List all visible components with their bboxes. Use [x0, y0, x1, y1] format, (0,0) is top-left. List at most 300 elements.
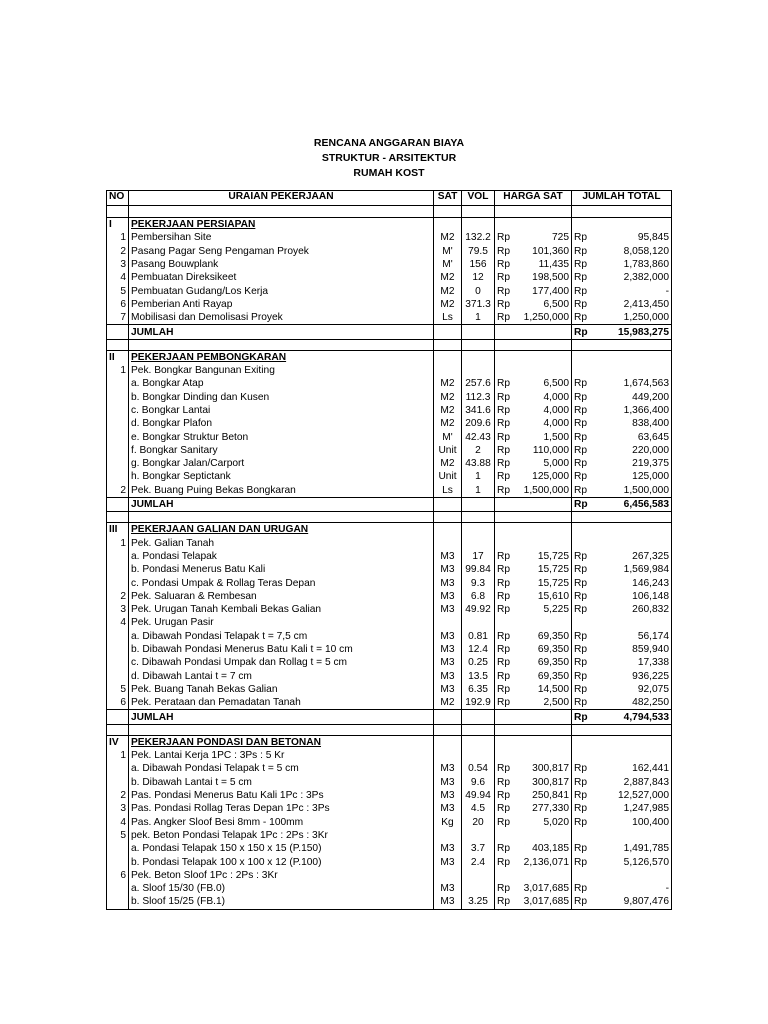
row-vol: 209.6 [462, 417, 495, 430]
table-row [107, 882, 672, 895]
row-vol: 1 [462, 484, 495, 498]
row-harga-value [517, 724, 572, 735]
row-jumlah-value [592, 512, 672, 523]
row-uraian: e. Bongkar Struktur Beton [129, 430, 434, 443]
row-uraian [129, 206, 434, 218]
row-jumlah-currency: Rp [572, 563, 592, 576]
row-harga-currency: Rp [495, 417, 517, 430]
row-harga-currency: Rp [495, 550, 517, 563]
row-no: 2 [107, 590, 129, 603]
row-sat [434, 497, 462, 511]
row-harga-currency: Rp [495, 590, 517, 603]
row-sat: M' [434, 258, 462, 271]
row-harga-value: 177,400 [517, 284, 572, 297]
row-jumlah-value: 1,569,984 [592, 563, 672, 576]
row-no: 3 [107, 603, 129, 616]
row-no [107, 457, 129, 470]
row-uraian: PEKERJAAN GALIAN DAN URUGAN [129, 523, 434, 537]
row-uraian: b. Dibawah Pondasi Menerus Batu Kali t = 10 cm [129, 643, 434, 656]
row-jumlah-value: 1,250,000 [592, 311, 672, 325]
row-harga-value: 198,500 [517, 271, 572, 284]
row-uraian: Pek. Urugan Tanah Kembali Bekas Galian [129, 603, 434, 616]
row-harga-currency: Rp [495, 802, 517, 815]
row-sat: M' [434, 245, 462, 258]
row-uraian: Pek. Galian Tanah [129, 537, 434, 550]
row-harga-value [517, 537, 572, 550]
row-vol [462, 512, 495, 523]
row-jumlah-value: 95,845 [592, 231, 672, 244]
table-row [107, 245, 672, 258]
row-uraian: c. Bongkar Lantai [129, 404, 434, 417]
row-sat: Ls [434, 484, 462, 498]
row-uraian: b. Bongkar Dinding dan Kusen [129, 391, 434, 404]
row-no [107, 470, 129, 483]
row-jumlah-currency: Rp [572, 842, 592, 855]
row-harga-value: 5,020 [517, 815, 572, 828]
row-harga-value [517, 497, 572, 511]
row-harga-currency [495, 218, 517, 232]
spacer-row [107, 339, 672, 350]
row-jumlah-currency: Rp [572, 590, 592, 603]
table-row [107, 842, 672, 855]
header-no: NO [107, 191, 129, 206]
row-jumlah-value: 838,400 [592, 417, 672, 430]
row-sat: M3 [434, 895, 462, 909]
row-harga-value: 69,350 [517, 643, 572, 656]
row-uraian: Pek. Lantai Kerja 1PC : 3Ps : 5 Kr [129, 749, 434, 762]
row-harga-currency: Rp [495, 484, 517, 498]
row-harga-currency: Rp [495, 643, 517, 656]
row-harga-value [517, 735, 572, 749]
row-no [107, 895, 129, 909]
row-uraian: a. Dibawah Pondasi Telapak t = 7,5 cm [129, 630, 434, 643]
row-jumlah-value [592, 616, 672, 629]
row-no: 1 [107, 749, 129, 762]
table-row [107, 391, 672, 404]
spacer-row [107, 512, 672, 523]
row-uraian: Pemberian Anti Rayap [129, 298, 434, 311]
row-jumlah-currency [572, 512, 592, 523]
row-vol: 12 [462, 271, 495, 284]
table-row [107, 630, 672, 643]
row-jumlah-currency [572, 735, 592, 749]
row-uraian: Pas. Angker Sloof Besi 8mm - 100mm [129, 815, 434, 828]
row-jumlah-currency [572, 869, 592, 882]
row-no [107, 550, 129, 563]
row-jumlah-value: 100,400 [592, 815, 672, 828]
row-harga-value [517, 869, 572, 882]
row-vol: 0.81 [462, 630, 495, 643]
row-harga-currency: Rp [495, 231, 517, 244]
row-vol [462, 829, 495, 842]
row-jumlah-value: 56,174 [592, 630, 672, 643]
row-harga-currency: Rp [495, 576, 517, 589]
row-uraian: b. Dibawah Lantai t = 5 cm [129, 776, 434, 789]
table-row [107, 258, 672, 271]
row-vol [462, 206, 495, 218]
row-jumlah-currency: Rp [572, 656, 592, 669]
row-harga-currency: Rp [495, 696, 517, 710]
row-jumlah-value [592, 735, 672, 749]
row-no: I [107, 218, 129, 232]
table-row [107, 802, 672, 815]
row-jumlah-value: 63,645 [592, 430, 672, 443]
table-row [107, 643, 672, 656]
row-harga-currency [495, 325, 517, 339]
row-uraian: Pek. Buang Tanah Bekas Galian [129, 683, 434, 696]
header-jumlah: JUMLAH TOTAL [572, 191, 672, 206]
subtotal-row [107, 325, 672, 339]
row-sat: M3 [434, 776, 462, 789]
row-no: 1 [107, 364, 129, 377]
row-sat: M3 [434, 550, 462, 563]
row-vol: 6.8 [462, 590, 495, 603]
row-sat: M3 [434, 683, 462, 696]
row-vol: 49.94 [462, 789, 495, 802]
table-row [107, 417, 672, 430]
row-sat: M3 [434, 576, 462, 589]
row-jumlah-value [592, 206, 672, 218]
row-no: 5 [107, 284, 129, 297]
row-vol: 12.4 [462, 643, 495, 656]
row-harga-value: 4,000 [517, 417, 572, 430]
row-jumlah-currency: Rp [572, 789, 592, 802]
row-harga-currency: Rp [495, 284, 517, 297]
table-row [107, 829, 672, 842]
table-row [107, 298, 672, 311]
row-sat: Ls [434, 311, 462, 325]
row-vol: 4.5 [462, 802, 495, 815]
header-uraian: URAIAN PEKERJAAN [129, 191, 434, 206]
row-sat [434, 364, 462, 377]
row-harga-value: 300,817 [517, 762, 572, 775]
row-no [107, 391, 129, 404]
row-vol [462, 497, 495, 511]
row-no: 4 [107, 616, 129, 629]
row-harga-currency: Rp [495, 444, 517, 457]
row-no [107, 430, 129, 443]
row-no [107, 325, 129, 339]
row-no [107, 512, 129, 523]
table-row [107, 430, 672, 443]
row-sat [434, 339, 462, 350]
row-uraian: Pasang Bouwplank [129, 258, 434, 271]
title-line-2: STRUKTUR - ARSITEKTUR [321, 152, 457, 164]
row-uraian: Pembersihan Site [129, 231, 434, 244]
row-vol: 257.6 [462, 377, 495, 390]
row-harga-value: 300,817 [517, 776, 572, 789]
row-jumlah-value: 125,000 [592, 470, 672, 483]
row-no [107, 563, 129, 576]
row-harga-value [517, 206, 572, 218]
row-jumlah-currency: Rp [572, 576, 592, 589]
table-row [107, 603, 672, 616]
row-harga-currency: Rp [495, 762, 517, 775]
table-row [107, 656, 672, 669]
row-jumlah-value [592, 869, 672, 882]
row-uraian [129, 512, 434, 523]
row-sat: M3 [434, 882, 462, 895]
row-sat: M2 [434, 696, 462, 710]
row-no: 4 [107, 271, 129, 284]
row-harga-currency: Rp [495, 842, 517, 855]
row-sat: M3 [434, 802, 462, 815]
row-no [107, 776, 129, 789]
row-harga-value: 2,136,071 [517, 855, 572, 868]
row-vol [462, 869, 495, 882]
row-uraian: pek. Beton Pondasi Telapak 1Pc : 2Ps : 3Kr [129, 829, 434, 842]
row-jumlah-currency: Rp [572, 417, 592, 430]
row-no [107, 206, 129, 218]
row-jumlah-value: 1,366,400 [592, 404, 672, 417]
row-jumlah-currency: Rp [572, 311, 592, 325]
row-sat: M3 [434, 762, 462, 775]
row-jumlah-currency: Rp [572, 430, 592, 443]
header-sat: SAT [434, 191, 462, 206]
row-jumlah-value: 6,456,583 [592, 497, 672, 511]
row-no [107, 842, 129, 855]
row-uraian [129, 339, 434, 350]
budget-table [106, 190, 672, 910]
row-jumlah-currency: Rp [572, 895, 592, 909]
row-sat [434, 206, 462, 218]
row-harga-value: 250,841 [517, 789, 572, 802]
row-harga-currency: Rp [495, 855, 517, 868]
row-sat: M2 [434, 284, 462, 297]
row-uraian: Pas. Pondasi Rollag Teras Depan 1Pc : 3Ps [129, 802, 434, 815]
row-harga-value: 69,350 [517, 670, 572, 683]
row-harga-value: 15,725 [517, 576, 572, 589]
row-jumlah-currency: Rp [572, 284, 592, 297]
row-sat: M3 [434, 643, 462, 656]
row-jumlah-currency: Rp [572, 550, 592, 563]
row-vol [462, 523, 495, 537]
row-no [107, 855, 129, 868]
row-no [107, 404, 129, 417]
row-sat [434, 616, 462, 629]
row-no: 6 [107, 869, 129, 882]
row-vol: 192.9 [462, 696, 495, 710]
row-jumlah-value: 162,441 [592, 762, 672, 775]
row-vol: 3.7 [462, 842, 495, 855]
row-uraian: Pek. Saluaran & Rembesan [129, 590, 434, 603]
row-uraian: Pasang Pagar Seng Pengaman Proyek [129, 245, 434, 258]
row-vol [462, 749, 495, 762]
row-jumlah-currency: Rp [572, 855, 592, 868]
row-sat [434, 710, 462, 724]
row-jumlah-currency: Rp [572, 484, 592, 498]
row-harga-currency: Rp [495, 245, 517, 258]
row-no [107, 724, 129, 735]
row-vol: 13.5 [462, 670, 495, 683]
row-jumlah-currency [572, 206, 592, 218]
row-no: 5 [107, 829, 129, 842]
row-harga-value: 6,500 [517, 377, 572, 390]
row-sat: Unit [434, 444, 462, 457]
row-vol: 341.6 [462, 404, 495, 417]
row-uraian: a. Sloof 15/30 (FB.0) [129, 882, 434, 895]
row-harga-value: 69,350 [517, 656, 572, 669]
row-vol: 2.4 [462, 855, 495, 868]
table-row [107, 590, 672, 603]
row-jumlah-currency: Rp [572, 325, 592, 339]
row-jumlah-value [592, 724, 672, 735]
table-row [107, 869, 672, 882]
row-uraian: a. Pondasi Telapak [129, 550, 434, 563]
row-jumlah-value [592, 339, 672, 350]
row-no: II [107, 350, 129, 364]
row-harga-currency: Rp [495, 311, 517, 325]
table-row [107, 311, 672, 325]
row-jumlah-value: 17,338 [592, 656, 672, 669]
row-jumlah-currency: Rp [572, 776, 592, 789]
row-jumlah-currency [572, 364, 592, 377]
row-harga-value [517, 364, 572, 377]
row-no [107, 630, 129, 643]
row-uraian: Pembuatan Direksikeet [129, 271, 434, 284]
row-jumlah-value: 5,126,570 [592, 855, 672, 868]
row-jumlah-value: 106,148 [592, 590, 672, 603]
row-sat [434, 350, 462, 364]
row-no: 2 [107, 789, 129, 802]
row-uraian: g. Bongkar Jalan/Carport [129, 457, 434, 470]
row-no: 2 [107, 484, 129, 498]
row-sat: M3 [434, 656, 462, 669]
row-no: 3 [107, 258, 129, 271]
row-jumlah-currency: Rp [572, 258, 592, 271]
row-uraian: c. Dibawah Pondasi Umpak dan Rollag t = 5 cm [129, 656, 434, 669]
row-vol: 0.54 [462, 762, 495, 775]
row-sat: M3 [434, 603, 462, 616]
row-jumlah-value [592, 749, 672, 762]
row-harga-currency: Rp [495, 563, 517, 576]
title-line-3: RUMAH KOST [353, 167, 425, 179]
row-vol: 49.92 [462, 603, 495, 616]
row-uraian: PEKERJAAN PERSIAPAN [129, 218, 434, 232]
row-jumlah-value: 15,983,275 [592, 325, 672, 339]
row-jumlah-value: 449,200 [592, 391, 672, 404]
row-harga-value: 15,725 [517, 563, 572, 576]
row-sat: M2 [434, 404, 462, 417]
row-jumlah-currency: Rp [572, 802, 592, 815]
row-harga-value: 3,017,685 [517, 882, 572, 895]
table-row [107, 550, 672, 563]
row-jumlah-currency: Rp [572, 231, 592, 244]
row-uraian: a. Dibawah Pondasi Telapak t = 5 cm [129, 762, 434, 775]
row-vol: 20 [462, 815, 495, 828]
row-harga-value: 5,225 [517, 603, 572, 616]
table-row [107, 762, 672, 775]
subtotal-row [107, 710, 672, 724]
row-harga-currency: Rp [495, 430, 517, 443]
section-header-row [107, 218, 672, 232]
section-header-row [107, 523, 672, 537]
row-harga-value [517, 829, 572, 842]
row-harga-currency: Rp [495, 656, 517, 669]
row-sat [434, 829, 462, 842]
row-sat [434, 512, 462, 523]
row-harga-value: 403,185 [517, 842, 572, 855]
row-jumlah-value: 146,243 [592, 576, 672, 589]
row-jumlah-currency [572, 537, 592, 550]
row-harga-currency: Rp [495, 630, 517, 643]
row-harga-currency: Rp [495, 298, 517, 311]
row-harga-currency: Rp [495, 789, 517, 802]
row-sat: M2 [434, 298, 462, 311]
row-uraian: PEKERJAAN PEMBONGKARAN [129, 350, 434, 364]
row-no [107, 417, 129, 430]
row-harga-value: 1,250,000 [517, 311, 572, 325]
row-vol: 3.25 [462, 895, 495, 909]
row-no [107, 339, 129, 350]
row-harga-value [517, 512, 572, 523]
table-row [107, 789, 672, 802]
row-uraian: a. Pondasi Telapak 150 x 150 x 15 (P.150) [129, 842, 434, 855]
row-jumlah-currency: Rp [572, 470, 592, 483]
row-sat: M3 [434, 630, 462, 643]
row-sat: M2 [434, 271, 462, 284]
table-row [107, 484, 672, 498]
table-row [107, 231, 672, 244]
row-harga-currency [495, 497, 517, 511]
row-jumlah-value: 1,500,000 [592, 484, 672, 498]
header-harga: HARGA SAT [495, 191, 572, 206]
spacer-row [107, 724, 672, 735]
header-vol: VOL [462, 191, 495, 206]
row-vol: 1 [462, 470, 495, 483]
row-uraian: Mobilisasi dan Demolisasi Proyek [129, 311, 434, 325]
row-no: 2 [107, 245, 129, 258]
row-jumlah-currency: Rp [572, 683, 592, 696]
row-harga-currency [495, 523, 517, 537]
table-row [107, 776, 672, 789]
row-no: IV [107, 735, 129, 749]
row-jumlah-value: 1,783,860 [592, 258, 672, 271]
row-jumlah-value: 92,075 [592, 683, 672, 696]
row-harga-currency [495, 616, 517, 629]
table-row [107, 444, 672, 457]
row-vol [462, 350, 495, 364]
table-row [107, 576, 672, 589]
row-jumlah-currency: Rp [572, 377, 592, 390]
row-vol [462, 537, 495, 550]
row-uraian: PEKERJAAN PONDASI DAN BETONAN [129, 735, 434, 749]
row-harga-value: 1,500 [517, 430, 572, 443]
table-row [107, 364, 672, 377]
row-harga-value [517, 218, 572, 232]
row-uraian: Pek. Urugan Pasir [129, 616, 434, 629]
row-jumlah-value [592, 523, 672, 537]
row-jumlah-value: 220,000 [592, 444, 672, 457]
row-harga-currency [495, 364, 517, 377]
row-sat: M2 [434, 391, 462, 404]
row-no: 1 [107, 537, 129, 550]
row-jumlah-value [592, 350, 672, 364]
row-sat [434, 523, 462, 537]
row-jumlah-value [592, 364, 672, 377]
row-sat [434, 869, 462, 882]
row-harga-currency [495, 829, 517, 842]
row-jumlah-value [592, 829, 672, 842]
row-uraian: Pembuatan Gudang/Los Kerja [129, 284, 434, 297]
row-harga-value: 15,725 [517, 550, 572, 563]
row-harga-value [517, 710, 572, 724]
row-jumlah-currency: Rp [572, 457, 592, 470]
row-no [107, 656, 129, 669]
row-no [107, 377, 129, 390]
row-vol: 9.3 [462, 576, 495, 589]
row-harga-value [517, 523, 572, 537]
